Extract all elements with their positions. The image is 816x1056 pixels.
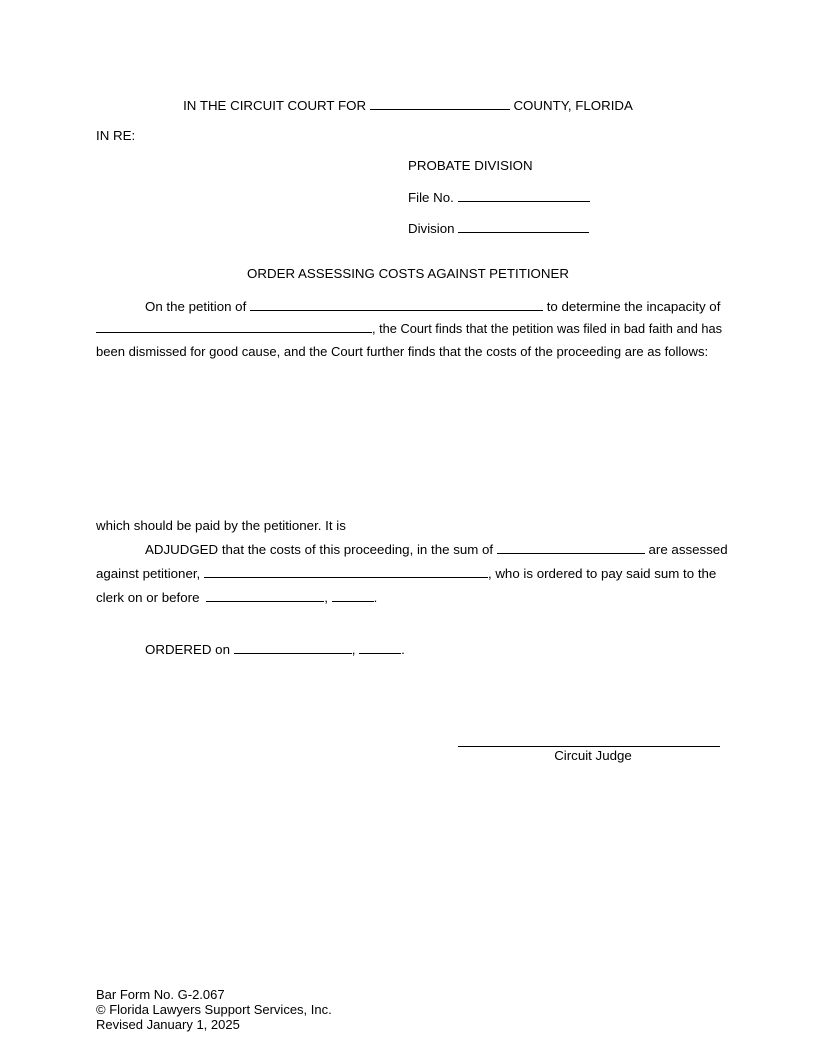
adjudged-line (145, 541, 728, 558)
page-title: ORDER ASSESSING COSTS AGAINST PETITIONER (247, 266, 569, 281)
ordered-label: ORDERED on (145, 642, 230, 657)
period: . (373, 590, 378, 605)
petitioner-name-blank[interactable] (250, 298, 543, 311)
due-year-blank[interactable] (332, 589, 374, 602)
incapacity-label: to determine the incapacity of (546, 299, 721, 314)
body-line-2 (96, 320, 722, 337)
clerk-line (96, 589, 377, 606)
division-label: Division (408, 221, 455, 236)
paid-line: which should be paid by the petitioner. It is (96, 518, 346, 533)
file-no-label: File No. (408, 190, 454, 205)
petition-of-label: On the petition of (145, 299, 247, 314)
court-caption (0, 97, 816, 114)
probate-division-header: PROBATE DIVISION (408, 158, 533, 173)
copyright-notice: © Florida Lawyers Support Services, Inc. (96, 1002, 332, 1017)
bad-faith-text: , the Court finds that the petition was filed in bad faith and has (372, 321, 723, 336)
caption-suffix: COUNTY, FLORIDA (513, 98, 633, 113)
file-no-blank[interactable] (458, 189, 590, 202)
revised-date: Revised January 1, 2025 (96, 1017, 240, 1032)
county-blank[interactable] (370, 97, 510, 110)
due-date-blank[interactable] (206, 589, 324, 602)
body-line-3: been dismissed for good cause, and the Court further finds that the costs of the proceeding are as follows: (96, 344, 709, 359)
adjudged-label: ADJUDGED that the costs of this proceeding, in the sum of (145, 542, 494, 557)
ordered-date-blank[interactable] (234, 641, 352, 654)
against-line (96, 565, 716, 582)
assessed-label: are assessed (648, 542, 728, 557)
form-number: Bar Form No. G-2.067 (96, 987, 225, 1002)
in-re-label: IN RE: (96, 128, 136, 143)
alleged-incapacitated-blank[interactable] (96, 320, 372, 333)
against-label: against petitioner, (96, 566, 201, 581)
comma: , (351, 642, 356, 657)
division-blank[interactable] (458, 220, 589, 233)
ordered-pay-label: , who is ordered to pay said sum to the (487, 566, 717, 581)
costs-listing-area[interactable] (96, 368, 720, 508)
form-footer (96, 987, 332, 1032)
comma: , (324, 590, 328, 605)
ordered-line (145, 641, 405, 658)
circuit-judge-caption: Circuit Judge (554, 748, 632, 763)
caption-prefix: IN THE CIRCUIT COURT FOR (183, 98, 367, 113)
signature-line[interactable] (458, 746, 720, 747)
clerk-label: clerk on or before (96, 590, 200, 605)
costs-sum-blank[interactable] (497, 541, 645, 554)
division-row (408, 220, 589, 237)
body-line-1 (145, 298, 720, 315)
file-no-row (408, 189, 590, 206)
period: . (401, 642, 405, 657)
petitioner-blank[interactable] (204, 565, 488, 578)
ordered-year-blank[interactable] (359, 641, 401, 654)
